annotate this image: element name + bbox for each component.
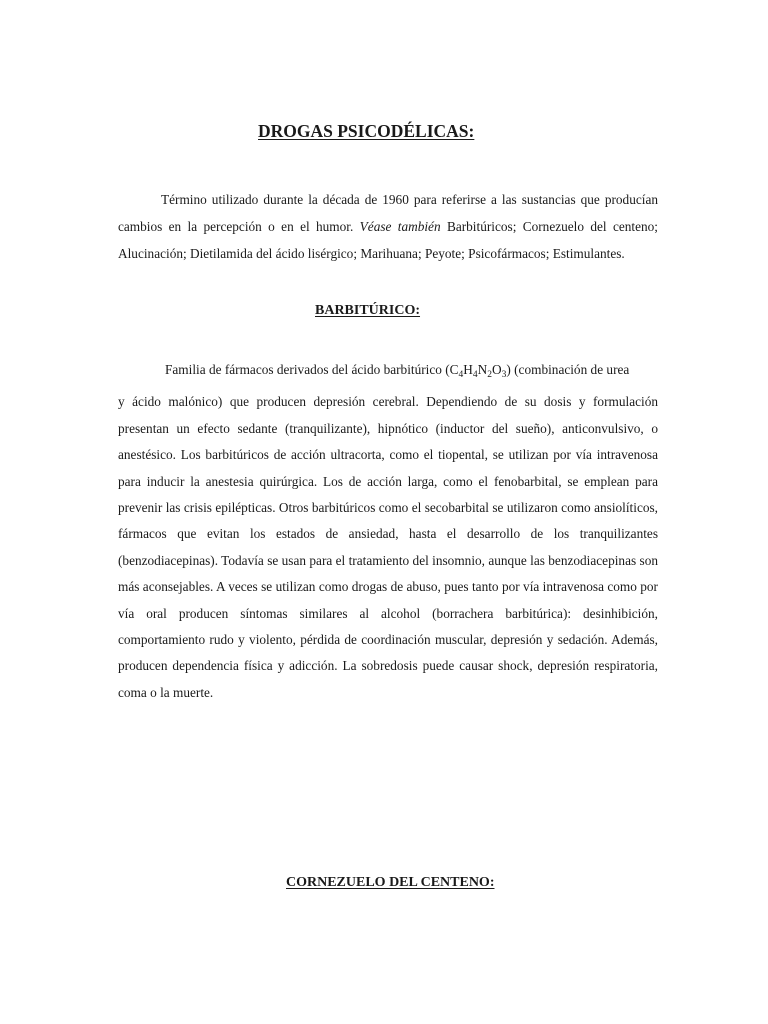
chemical-formula: $C_4H_4N_2O_3$ bbox=[449, 362, 507, 380]
heading-barbiturico: BARBITÚRICO: bbox=[315, 303, 421, 318]
paragraph-text: Término utilizado durante la década de 1960 para referirse a las sustancias que producían cambios en la percepción o en el humor. bbox=[118, 192, 658, 234]
heading-cornezuelo-del-centeno: CORNEZUELO DEL CENTENO: bbox=[286, 875, 495, 890]
paragraph-body: y ácido malónico) que producen depresión cerebral. Dependiendo de su dosis y formulación presentan un efecto sedante (tranquilizante), hipnótico (inductor del sueño), anticonvulsivo, o anestésico. Los barbitúricos de acción ultracorta, como el tiopental, se utilizan por vía intravenosa para inducir la anestesia quirúrgica. Los de acción larga, como el fenobarbital, se emplean para prevenir las crisis epilépticas. Otros barbitúricos como el secobarbital se utilizaron como ansiolíticos, fármacos que evitan los estados de ansiedad, hasta el desarrollo de los tranquilizantes (benzodiacepinas). Todavía se usan para el tratamiento del insomnio, aunque las benzodiacepinas son más aconsejables. A veces se utilizan como drogas de abuso, pues tanto por vía intravenosa como por vía oral producen síntomas similares al alcohol (borrachera barbitúrica): desinhibición, comportamiento rudo y violento, pérdida de coordinación muscular, depresión y sedación. Además, producen dependencia física y adicción. La sobredosis puede causar shock, depresión respiratoria, coma o la muerte. bbox=[118, 394, 658, 700]
heading-drogas-psicodelicas: DROGAS PSICODÉLICAS: bbox=[258, 121, 475, 141]
paragraph-text: ) (combinación de urea bbox=[506, 362, 630, 377]
see-also-italic: Véase también bbox=[359, 219, 441, 234]
paragraph-text: Barbitúricos; Cornezuelo del centeno; Alucinación; Dietilamida del ácido lisérgico; Marihuana; Peyote; Psicofármacos; Estimulantes. bbox=[118, 219, 658, 261]
paragraph-text: Familia de fármacos derivados del ácido barbitúrico ( bbox=[165, 362, 450, 377]
paragraph-first-line bbox=[118, 357, 658, 383]
paragraph-barbiturico bbox=[118, 357, 658, 706]
paragraph-drogas-psicodelicas bbox=[118, 186, 658, 267]
